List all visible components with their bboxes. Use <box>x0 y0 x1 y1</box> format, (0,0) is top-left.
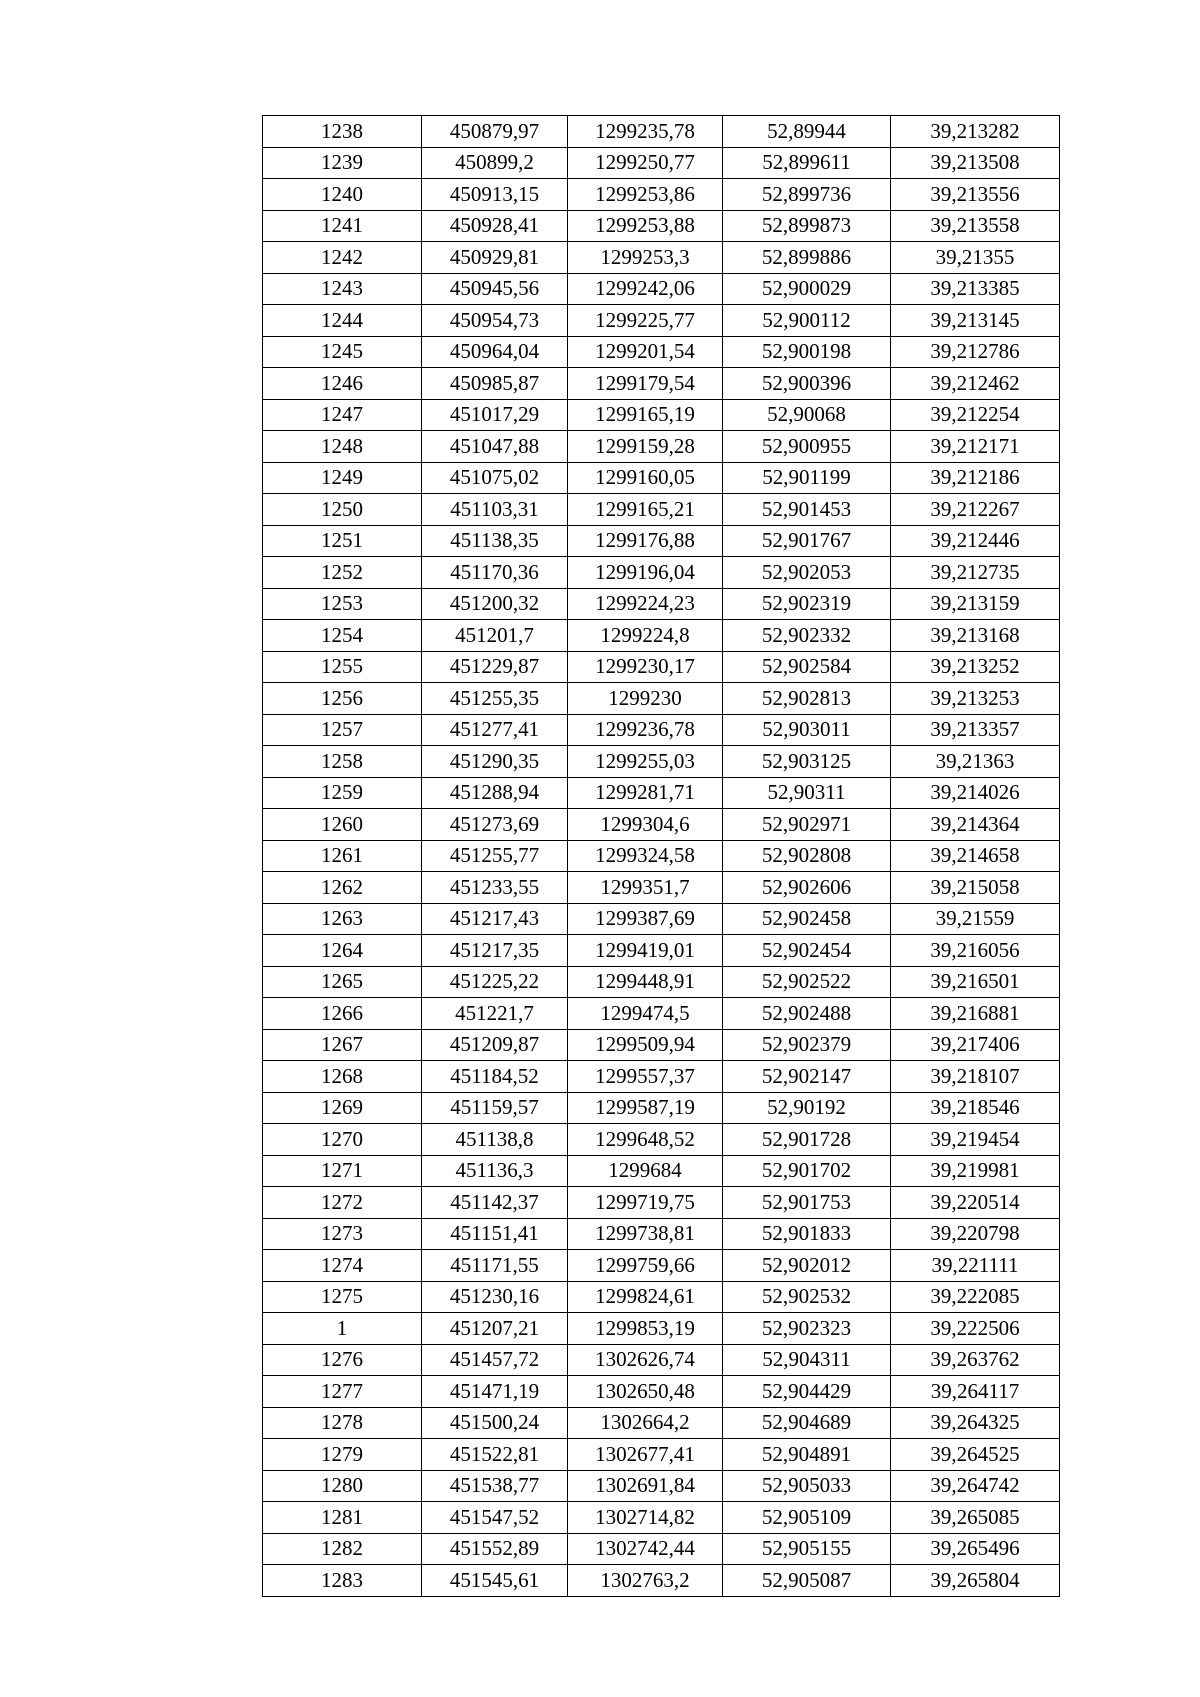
point-number-cell: 1241 <box>263 210 422 242</box>
x-coordinate-cell: 451142,37 <box>422 1187 568 1219</box>
latitude-cell: 52,902971 <box>723 809 891 841</box>
y-coordinate-cell: 1299255,03 <box>568 746 723 778</box>
longitude-cell: 39,213252 <box>891 651 1060 683</box>
x-coordinate-cell: 451552,89 <box>422 1533 568 1565</box>
x-coordinate-cell: 451255,35 <box>422 683 568 715</box>
y-coordinate-cell: 1299587,19 <box>568 1092 723 1124</box>
point-number-cell: 1247 <box>263 399 422 431</box>
x-coordinate-cell: 450913,15 <box>422 179 568 211</box>
point-number-cell: 1266 <box>263 998 422 1030</box>
longitude-cell: 39,265085 <box>891 1502 1060 1534</box>
y-coordinate-cell: 1299230 <box>568 683 723 715</box>
y-coordinate-cell: 1299176,88 <box>568 525 723 557</box>
x-coordinate-cell: 451288,94 <box>422 777 568 809</box>
latitude-cell: 52,905155 <box>723 1533 891 1565</box>
table-row <box>263 1281 1060 1313</box>
latitude-cell: 52,902522 <box>723 966 891 998</box>
point-number-cell: 1268 <box>263 1061 422 1093</box>
y-coordinate-cell: 1299230,17 <box>568 651 723 683</box>
longitude-cell: 39,214658 <box>891 840 1060 872</box>
table-row <box>263 242 1060 274</box>
latitude-cell: 52,902053 <box>723 557 891 589</box>
point-number-cell: 1263 <box>263 903 422 935</box>
point-number-cell: 1274 <box>263 1250 422 1282</box>
y-coordinate-cell: 1299509,94 <box>568 1029 723 1061</box>
y-coordinate-cell: 1299236,78 <box>568 714 723 746</box>
x-coordinate-cell: 451047,88 <box>422 431 568 463</box>
y-coordinate-cell: 1299160,05 <box>568 462 723 494</box>
latitude-cell: 52,901199 <box>723 462 891 494</box>
point-number-cell: 1272 <box>263 1187 422 1219</box>
latitude-cell: 52,900198 <box>723 336 891 368</box>
longitude-cell: 39,221111 <box>891 1250 1060 1282</box>
table-row <box>263 1439 1060 1471</box>
y-coordinate-cell: 1299165,21 <box>568 494 723 526</box>
table-row <box>263 1376 1060 1408</box>
y-coordinate-cell: 1299474,5 <box>568 998 723 1030</box>
coordinates-table <box>262 115 1060 1597</box>
x-coordinate-cell: 451200,32 <box>422 588 568 620</box>
longitude-cell: 39,215058 <box>891 872 1060 904</box>
table-row <box>263 935 1060 967</box>
x-coordinate-cell: 450954,73 <box>422 305 568 337</box>
point-number-cell: 1254 <box>263 620 422 652</box>
longitude-cell: 39,216056 <box>891 935 1060 967</box>
table-row <box>263 179 1060 211</box>
latitude-cell: 52,904311 <box>723 1344 891 1376</box>
x-coordinate-cell: 451255,77 <box>422 840 568 872</box>
longitude-cell: 39,264742 <box>891 1470 1060 1502</box>
longitude-cell: 39,213508 <box>891 147 1060 179</box>
latitude-cell: 52,901767 <box>723 525 891 557</box>
point-number-cell: 1262 <box>263 872 422 904</box>
longitude-cell: 39,213159 <box>891 588 1060 620</box>
table-row <box>263 998 1060 1030</box>
longitude-cell: 39,212254 <box>891 399 1060 431</box>
point-number-cell: 1281 <box>263 1502 422 1534</box>
latitude-cell: 52,903125 <box>723 746 891 778</box>
x-coordinate-cell: 451201,7 <box>422 620 568 652</box>
longitude-cell: 39,213282 <box>891 116 1060 148</box>
longitude-cell: 39,220514 <box>891 1187 1060 1219</box>
longitude-cell: 39,214364 <box>891 809 1060 841</box>
point-number-cell: 1253 <box>263 588 422 620</box>
table-row <box>263 1061 1060 1093</box>
table-row <box>263 588 1060 620</box>
longitude-cell: 39,264525 <box>891 1439 1060 1471</box>
table-row <box>263 525 1060 557</box>
latitude-cell: 52,905109 <box>723 1502 891 1534</box>
x-coordinate-cell: 451017,29 <box>422 399 568 431</box>
longitude-cell: 39,222506 <box>891 1313 1060 1345</box>
y-coordinate-cell: 1302626,74 <box>568 1344 723 1376</box>
latitude-cell: 52,902584 <box>723 651 891 683</box>
table-row <box>263 872 1060 904</box>
longitude-cell: 39,212186 <box>891 462 1060 494</box>
latitude-cell: 52,899736 <box>723 179 891 211</box>
table-row <box>263 1407 1060 1439</box>
y-coordinate-cell: 1299304,6 <box>568 809 723 841</box>
longitude-cell: 39,21363 <box>891 746 1060 778</box>
point-number-cell: 1282 <box>263 1533 422 1565</box>
point-number-cell: 1251 <box>263 525 422 557</box>
latitude-cell: 52,902319 <box>723 588 891 620</box>
y-coordinate-cell: 1299235,78 <box>568 116 723 148</box>
point-number-cell: 1252 <box>263 557 422 589</box>
point-number-cell: 1244 <box>263 305 422 337</box>
x-coordinate-cell: 451538,77 <box>422 1470 568 1502</box>
latitude-cell: 52,901702 <box>723 1155 891 1187</box>
y-coordinate-cell: 1299759,66 <box>568 1250 723 1282</box>
x-coordinate-cell: 450929,81 <box>422 242 568 274</box>
table-row <box>263 777 1060 809</box>
point-number-cell: 1245 <box>263 336 422 368</box>
y-coordinate-cell: 1299253,3 <box>568 242 723 274</box>
latitude-cell: 52,90311 <box>723 777 891 809</box>
table-row <box>263 1124 1060 1156</box>
y-coordinate-cell: 1299250,77 <box>568 147 723 179</box>
y-coordinate-cell: 1299179,54 <box>568 368 723 400</box>
y-coordinate-cell: 1299165,19 <box>568 399 723 431</box>
table-row <box>263 1155 1060 1187</box>
latitude-cell: 52,902606 <box>723 872 891 904</box>
latitude-cell: 52,900396 <box>723 368 891 400</box>
x-coordinate-cell: 451171,55 <box>422 1250 568 1282</box>
point-number-cell: 1283 <box>263 1565 422 1597</box>
latitude-cell: 52,89944 <box>723 116 891 148</box>
table-row <box>263 1502 1060 1534</box>
longitude-cell: 39,265804 <box>891 1565 1060 1597</box>
latitude-cell: 52,905087 <box>723 1565 891 1597</box>
longitude-cell: 39,264117 <box>891 1376 1060 1408</box>
y-coordinate-cell: 1302664,2 <box>568 1407 723 1439</box>
y-coordinate-cell: 1299253,88 <box>568 210 723 242</box>
longitude-cell: 39,218546 <box>891 1092 1060 1124</box>
table-row <box>263 714 1060 746</box>
x-coordinate-cell: 451075,02 <box>422 462 568 494</box>
x-coordinate-cell: 451184,52 <box>422 1061 568 1093</box>
x-coordinate-cell: 451547,52 <box>422 1502 568 1534</box>
point-number-cell: 1258 <box>263 746 422 778</box>
longitude-cell: 39,214026 <box>891 777 1060 809</box>
table-row <box>263 746 1060 778</box>
longitude-cell: 39,213385 <box>891 273 1060 305</box>
point-number-cell: 1248 <box>263 431 422 463</box>
table-row <box>263 116 1060 148</box>
latitude-cell: 52,901453 <box>723 494 891 526</box>
longitude-cell: 39,216881 <box>891 998 1060 1030</box>
longitude-cell: 39,218107 <box>891 1061 1060 1093</box>
x-coordinate-cell: 451221,7 <box>422 998 568 1030</box>
point-number-cell: 1273 <box>263 1218 422 1250</box>
point-number-cell: 1261 <box>263 840 422 872</box>
latitude-cell: 52,899873 <box>723 210 891 242</box>
latitude-cell: 52,902323 <box>723 1313 891 1345</box>
y-coordinate-cell: 1299853,19 <box>568 1313 723 1345</box>
latitude-cell: 52,90068 <box>723 399 891 431</box>
longitude-cell: 39,212735 <box>891 557 1060 589</box>
point-number-cell: 1239 <box>263 147 422 179</box>
point-number-cell: 1256 <box>263 683 422 715</box>
y-coordinate-cell: 1299225,77 <box>568 305 723 337</box>
x-coordinate-cell: 450964,04 <box>422 336 568 368</box>
y-coordinate-cell: 1299684 <box>568 1155 723 1187</box>
point-number-cell: 1242 <box>263 242 422 274</box>
longitude-cell: 39,212462 <box>891 368 1060 400</box>
latitude-cell: 52,903011 <box>723 714 891 746</box>
x-coordinate-cell: 451103,31 <box>422 494 568 526</box>
table-row <box>263 1187 1060 1219</box>
y-coordinate-cell: 1299824,61 <box>568 1281 723 1313</box>
longitude-cell: 39,213357 <box>891 714 1060 746</box>
point-number-cell: 1249 <box>263 462 422 494</box>
latitude-cell: 52,904891 <box>723 1439 891 1471</box>
latitude-cell: 52,900955 <box>723 431 891 463</box>
point-number-cell: 1278 <box>263 1407 422 1439</box>
y-coordinate-cell: 1299738,81 <box>568 1218 723 1250</box>
table-row <box>263 1218 1060 1250</box>
latitude-cell: 52,901833 <box>723 1218 891 1250</box>
x-coordinate-cell: 451217,43 <box>422 903 568 935</box>
point-number-cell: 1260 <box>263 809 422 841</box>
y-coordinate-cell: 1299419,01 <box>568 935 723 967</box>
table-row <box>263 1565 1060 1597</box>
y-coordinate-cell: 1299448,91 <box>568 966 723 998</box>
longitude-cell: 39,216501 <box>891 966 1060 998</box>
x-coordinate-cell: 451217,35 <box>422 935 568 967</box>
point-number-cell: 1270 <box>263 1124 422 1156</box>
x-coordinate-cell: 451277,41 <box>422 714 568 746</box>
longitude-cell: 39,217406 <box>891 1029 1060 1061</box>
x-coordinate-cell: 451136,3 <box>422 1155 568 1187</box>
point-number-cell: 1279 <box>263 1439 422 1471</box>
table-row <box>263 1029 1060 1061</box>
x-coordinate-cell: 451225,22 <box>422 966 568 998</box>
latitude-cell: 52,902808 <box>723 840 891 872</box>
longitude-cell: 39,219454 <box>891 1124 1060 1156</box>
table-row <box>263 462 1060 494</box>
longitude-cell: 39,222085 <box>891 1281 1060 1313</box>
longitude-cell: 39,213253 <box>891 683 1060 715</box>
latitude-cell: 52,902458 <box>723 903 891 935</box>
y-coordinate-cell: 1299281,71 <box>568 777 723 809</box>
table-row <box>263 620 1060 652</box>
latitude-cell: 52,902488 <box>723 998 891 1030</box>
table-row <box>263 1470 1060 1502</box>
y-coordinate-cell: 1302742,44 <box>568 1533 723 1565</box>
x-coordinate-cell: 450899,2 <box>422 147 568 179</box>
table-row <box>263 1313 1060 1345</box>
longitude-cell: 39,265496 <box>891 1533 1060 1565</box>
x-coordinate-cell: 451233,55 <box>422 872 568 904</box>
x-coordinate-cell: 451230,16 <box>422 1281 568 1313</box>
x-coordinate-cell: 451159,57 <box>422 1092 568 1124</box>
latitude-cell: 52,899611 <box>723 147 891 179</box>
table-row <box>263 840 1060 872</box>
point-number-cell: 1267 <box>263 1029 422 1061</box>
longitude-cell: 39,212786 <box>891 336 1060 368</box>
y-coordinate-cell: 1302691,84 <box>568 1470 723 1502</box>
latitude-cell: 52,901753 <box>723 1187 891 1219</box>
point-number-cell: 1257 <box>263 714 422 746</box>
longitude-cell: 39,213168 <box>891 620 1060 652</box>
x-coordinate-cell: 450945,56 <box>422 273 568 305</box>
latitude-cell: 52,902332 <box>723 620 891 652</box>
y-coordinate-cell: 1299324,58 <box>568 840 723 872</box>
x-coordinate-cell: 451471,19 <box>422 1376 568 1408</box>
table-row <box>263 210 1060 242</box>
latitude-cell: 52,90192 <box>723 1092 891 1124</box>
point-number-cell: 1240 <box>263 179 422 211</box>
table-row <box>263 1533 1060 1565</box>
table-row <box>263 273 1060 305</box>
table-row <box>263 903 1060 935</box>
y-coordinate-cell: 1302763,2 <box>568 1565 723 1597</box>
table-row <box>263 305 1060 337</box>
x-coordinate-cell: 451170,36 <box>422 557 568 589</box>
x-coordinate-cell: 451209,87 <box>422 1029 568 1061</box>
table-row <box>263 966 1060 998</box>
longitude-cell: 39,21355 <box>891 242 1060 274</box>
table-row <box>263 494 1060 526</box>
latitude-cell: 52,902012 <box>723 1250 891 1282</box>
x-coordinate-cell: 451457,72 <box>422 1344 568 1376</box>
longitude-cell: 39,220798 <box>891 1218 1060 1250</box>
point-number-cell: 1259 <box>263 777 422 809</box>
coordinates-table-body <box>263 116 1060 1597</box>
y-coordinate-cell: 1299648,52 <box>568 1124 723 1156</box>
y-coordinate-cell: 1302714,82 <box>568 1502 723 1534</box>
point-number-cell: 1269 <box>263 1092 422 1124</box>
y-coordinate-cell: 1299242,06 <box>568 273 723 305</box>
table-row <box>263 1250 1060 1282</box>
table-row <box>263 809 1060 841</box>
latitude-cell: 52,902454 <box>723 935 891 967</box>
longitude-cell: 39,212267 <box>891 494 1060 526</box>
y-coordinate-cell: 1299253,86 <box>568 179 723 211</box>
y-coordinate-cell: 1302677,41 <box>568 1439 723 1471</box>
longitude-cell: 39,21559 <box>891 903 1060 935</box>
point-number-cell: 1246 <box>263 368 422 400</box>
table-row <box>263 368 1060 400</box>
latitude-cell: 52,899886 <box>723 242 891 274</box>
x-coordinate-cell: 450928,41 <box>422 210 568 242</box>
x-coordinate-cell: 451151,41 <box>422 1218 568 1250</box>
y-coordinate-cell: 1299351,7 <box>568 872 723 904</box>
point-number-cell: 1255 <box>263 651 422 683</box>
longitude-cell: 39,264325 <box>891 1407 1060 1439</box>
y-coordinate-cell: 1299224,8 <box>568 620 723 652</box>
latitude-cell: 52,902813 <box>723 683 891 715</box>
latitude-cell: 52,902147 <box>723 1061 891 1093</box>
point-number-cell: 1264 <box>263 935 422 967</box>
point-number-cell: 1276 <box>263 1344 422 1376</box>
x-coordinate-cell: 451522,81 <box>422 1439 568 1471</box>
point-number-cell: 1271 <box>263 1155 422 1187</box>
point-number-cell: 1 <box>263 1313 422 1345</box>
longitude-cell: 39,213558 <box>891 210 1060 242</box>
latitude-cell: 52,902379 <box>723 1029 891 1061</box>
x-coordinate-cell: 451138,35 <box>422 525 568 557</box>
point-number-cell: 1238 <box>263 116 422 148</box>
x-coordinate-cell: 451138,8 <box>422 1124 568 1156</box>
table-row <box>263 147 1060 179</box>
longitude-cell: 39,212171 <box>891 431 1060 463</box>
y-coordinate-cell: 1299557,37 <box>568 1061 723 1093</box>
x-coordinate-cell: 450879,97 <box>422 116 568 148</box>
longitude-cell: 39,219981 <box>891 1155 1060 1187</box>
point-number-cell: 1265 <box>263 966 422 998</box>
y-coordinate-cell: 1299159,28 <box>568 431 723 463</box>
table-row <box>263 683 1060 715</box>
table-row <box>263 651 1060 683</box>
table-row <box>263 399 1060 431</box>
y-coordinate-cell: 1299201,54 <box>568 336 723 368</box>
latitude-cell: 52,905033 <box>723 1470 891 1502</box>
longitude-cell: 39,213556 <box>891 179 1060 211</box>
latitude-cell: 52,904689 <box>723 1407 891 1439</box>
x-coordinate-cell: 451545,61 <box>422 1565 568 1597</box>
y-coordinate-cell: 1299719,75 <box>568 1187 723 1219</box>
point-number-cell: 1277 <box>263 1376 422 1408</box>
table-row <box>263 557 1060 589</box>
latitude-cell: 52,904429 <box>723 1376 891 1408</box>
y-coordinate-cell: 1302650,48 <box>568 1376 723 1408</box>
table-row <box>263 1092 1060 1124</box>
longitude-cell: 39,263762 <box>891 1344 1060 1376</box>
x-coordinate-cell: 451229,87 <box>422 651 568 683</box>
x-coordinate-cell: 451290,35 <box>422 746 568 778</box>
latitude-cell: 52,902532 <box>723 1281 891 1313</box>
x-coordinate-cell: 451500,24 <box>422 1407 568 1439</box>
point-number-cell: 1250 <box>263 494 422 526</box>
point-number-cell: 1280 <box>263 1470 422 1502</box>
longitude-cell: 39,212446 <box>891 525 1060 557</box>
latitude-cell: 52,901728 <box>723 1124 891 1156</box>
point-number-cell: 1275 <box>263 1281 422 1313</box>
y-coordinate-cell: 1299387,69 <box>568 903 723 935</box>
table-row <box>263 336 1060 368</box>
table-row <box>263 1344 1060 1376</box>
latitude-cell: 52,900112 <box>723 305 891 337</box>
y-coordinate-cell: 1299224,23 <box>568 588 723 620</box>
latitude-cell: 52,900029 <box>723 273 891 305</box>
x-coordinate-cell: 451207,21 <box>422 1313 568 1345</box>
longitude-cell: 39,213145 <box>891 305 1060 337</box>
point-number-cell: 1243 <box>263 273 422 305</box>
table-row <box>263 431 1060 463</box>
x-coordinate-cell: 451273,69 <box>422 809 568 841</box>
x-coordinate-cell: 450985,87 <box>422 368 568 400</box>
y-coordinate-cell: 1299196,04 <box>568 557 723 589</box>
